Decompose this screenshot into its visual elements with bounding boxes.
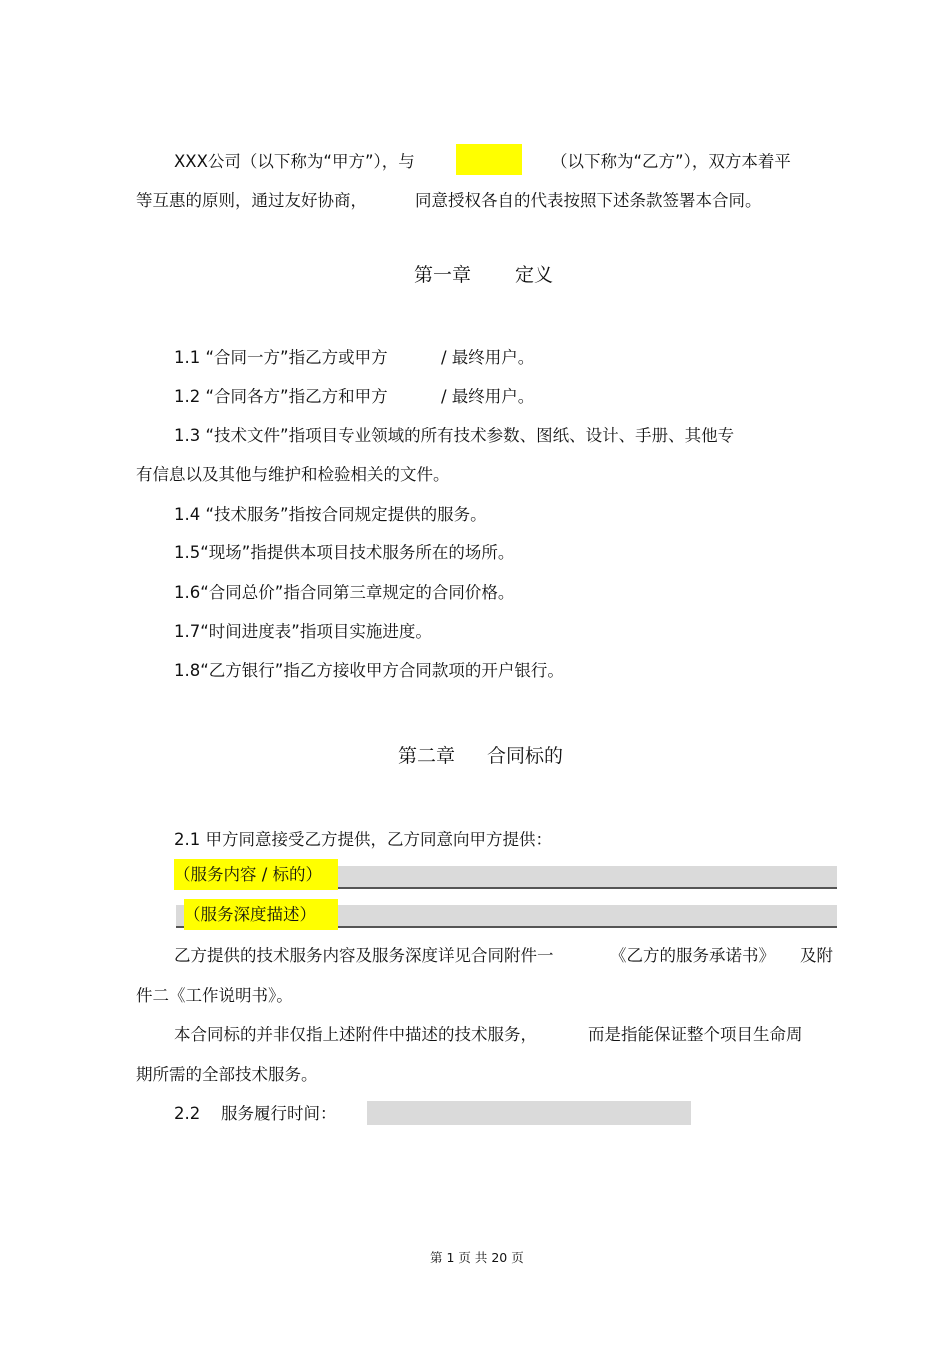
item-1-7: 1.7“时间进度表”指项目实施进度。 [174,622,432,641]
para1-cont: 件二《工作说明书》。 [136,986,293,1005]
item-1-4: 1.4 “技术服务”指按合同规定提供的服务。 [174,505,487,524]
intro-line2-a: 等互惠的原则，通过友好协商， [136,191,367,210]
para2-cont: 期所需的全部技术服务。 [136,1065,318,1084]
service-content-label: （服务内容 / 标的） [174,859,338,890]
intro-line1-b: （以下称为“乙方”），双方本着平 [551,152,791,171]
item-1-3-cont: 有信息以及其他与维护和检验相关的文件。 [136,465,450,484]
item-1-6: 1.6“合同总价”指合同第三章规定的合同价格。 [174,583,515,602]
chapter2-number: 第二章 [398,745,456,767]
item-1-2-tail: / 最终用户。 [441,387,535,406]
item-1-5: 1.5“现场”指提供本项目技术服务所在的场所。 [174,543,515,562]
item-1-3: 1.3 “技术文件”指项目专业领域的所有技术参数、图纸、设计、手册、其他专 [174,426,735,445]
page-footer: 第 1 页 共 20 页 [430,1250,524,1265]
clause-2-2-label: 服务履行时间： [221,1104,337,1123]
party-b-name-field[interactable] [456,144,522,175]
para2-b: 而是指能保证整个项目生命周 [588,1025,803,1044]
para1-a: 乙方提供的技术服务内容及服务深度详见合同附件一 [174,946,554,965]
intro-line2-b: 同意授权各自的代表按照下述条款签署本合同。 [415,191,762,210]
clause-2-2-number: 2.2 [174,1104,201,1123]
service-time-field[interactable] [367,1101,691,1125]
para2-a: 本合同标的并非仅指上述附件中描述的技术服务， [174,1025,537,1044]
intro-line1-a: XXX公司（以下称为“甲方”），与 [174,152,415,171]
chapter1-number: 第一章 [414,264,472,286]
item-1-1: 1.1 “合同一方”指乙方或甲方 [174,348,388,367]
para1-c: 及附 [800,946,833,965]
chapter1-title: 定义 [515,264,554,286]
service-depth-label: （服务深度描述） [184,899,338,930]
item-1-8: 1.8“乙方银行”指乙方接收甲方合同款项的开户银行。 [174,661,564,680]
item-1-2: 1.2 “合同各方”指乙方和甲方 [174,387,388,406]
chapter2-title: 合同标的 [487,745,564,767]
item-1-1-tail: / 最终用户。 [441,348,535,367]
clause-2-1: 2.1 甲方同意接受乙方提供，乙方同意向甲方提供： [174,830,552,849]
para1-b: 《乙方的服务承诺书》 [610,946,775,965]
